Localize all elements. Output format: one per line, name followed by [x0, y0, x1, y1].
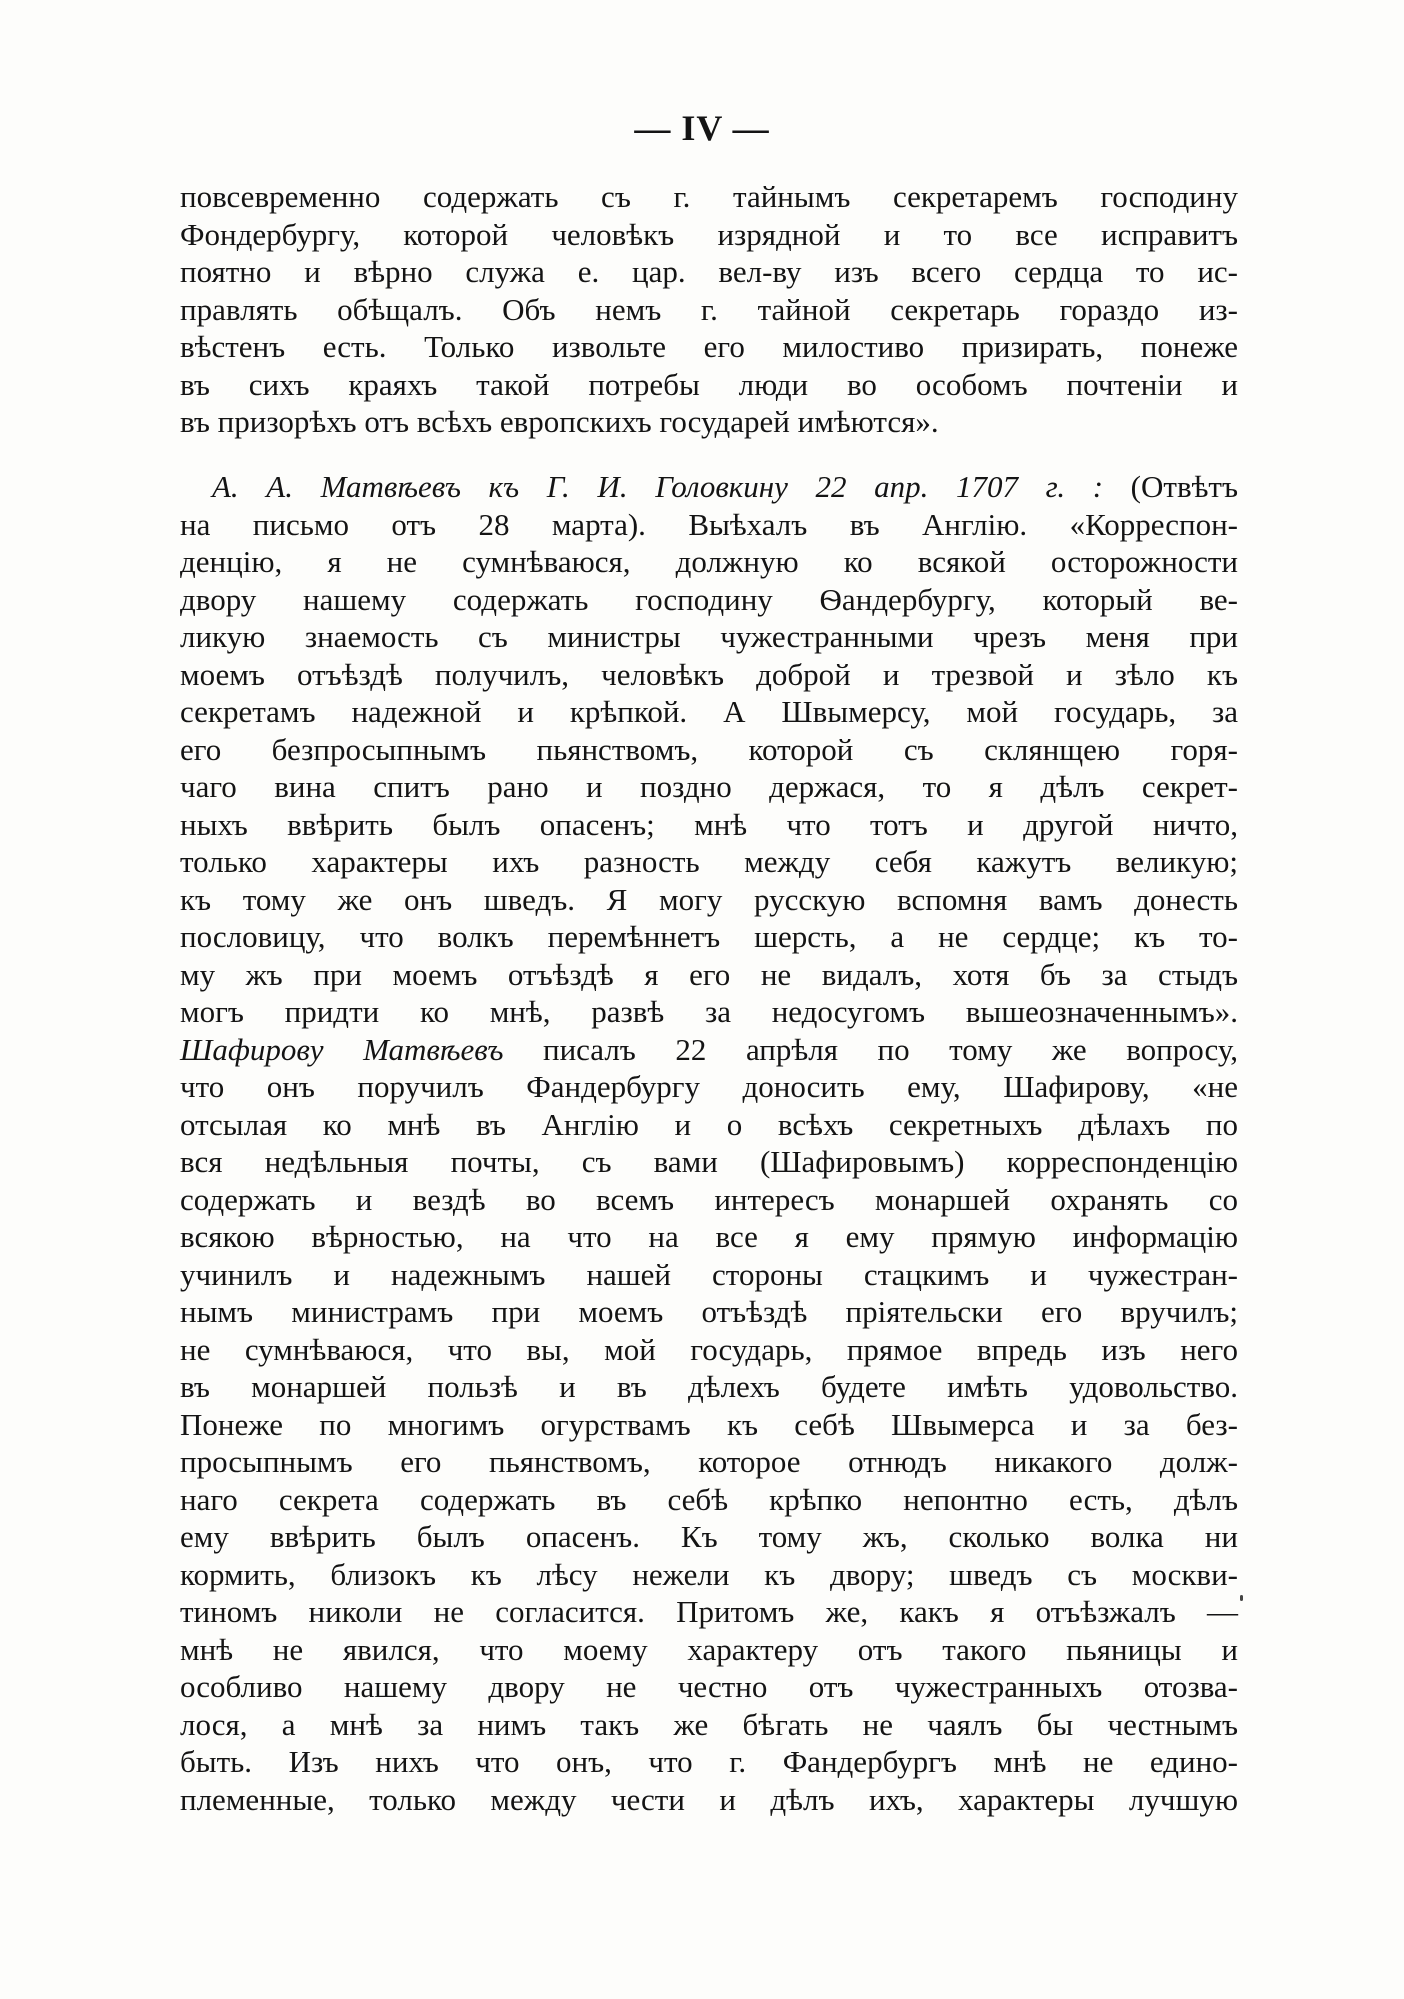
text-line: секретамъ надежной и крѣпкой. А Швымерсу, мой государь, за [180, 694, 1238, 729]
text-fragment: писалъ 22 апрѣля по тому же вопросу, [503, 1031, 1238, 1067]
text-fragment: (Отвѣтъ [1103, 469, 1238, 504]
text-line: Понеже по многимъ огурствамъ къ себѣ Швымерса и за без- [180, 1406, 1238, 1442]
text-line [180, 468, 1238, 506]
text-line: поятно и вѣрно служа е. цар. вел-ву изъ всего сердца то ис- [180, 254, 1238, 289]
text-line: нымъ министрамъ при моемъ отъѣздѣ пріятельски его вручилъ; [180, 1294, 1238, 1329]
text-line: чаго вина спитъ рано и поздно держася, то я дѣлъ секрет- [180, 769, 1238, 804]
text-line: Фондербургу, которой человѣкъ изрядной и то все исправитъ [180, 216, 1238, 252]
text-line: вся недѣльныя почты, съ вами (Шафировымъ) корреспонденцію [180, 1144, 1238, 1179]
text-line [180, 1031, 1238, 1069]
text-line: не сумнѣваюся, что вы, мой государь, прямое впредь изъ него [180, 1331, 1238, 1367]
text-line: только характеры ихъ разность между себя кажутъ великую; [180, 844, 1238, 879]
text-line: въ сихъ краяхъ такой потребы люди во особомъ почтеніи и [180, 366, 1238, 402]
text-line: тиномъ николи не согласится. Притомъ же, какъ я отъѣзжалъ — [180, 1594, 1238, 1629]
page-number-header: — IV — [634, 108, 770, 148]
text-line: просыпнымъ его пьянствомъ, которое отнюдъ никакого долж- [180, 1444, 1238, 1479]
text-line: двору нашему содержать господину Ѳандербургу, который ве- [180, 581, 1238, 617]
text-line: всякою вѣрностью, на что на все я ему прямую информацію [180, 1219, 1238, 1254]
text-line: наго секрета содержать въ себѣ крѣпко непонтно есть, дѣлъ [180, 1481, 1238, 1517]
text-line: племенные, только между чести и дѣлъ ихъ, характеры лучшую [180, 1781, 1238, 1817]
text-line: къ тому же онъ шведъ. Я могу русскую вспомня вамъ донесть [180, 881, 1238, 917]
paragraph-letter-matveev [180, 468, 1238, 1818]
text-line: му жъ при моемъ отъѣздѣ я его не видалъ, хотя бъ за стыдъ [180, 956, 1238, 992]
text-line: отсылая ко мнѣ въ Англію и о всѣхъ секретныхъ дѣлахъ по [180, 1106, 1238, 1142]
text-line: въ призорѣхъ отъ всѣхъ европскихъ государей имѣются». [180, 404, 939, 439]
text-line: его безпросыпнымъ пьянствомъ, которой съ склянщею горя- [180, 731, 1238, 767]
text-line: содержать и вездѣ во всемъ интересъ монаршей охранять со [180, 1181, 1238, 1217]
text-line: повсевременно содержать съ г. тайнымъ секретаремъ господину [180, 179, 1238, 214]
text-line: ликую знаемость съ министры чужестранными чрезъ меня при [180, 619, 1238, 654]
scan-speck [1240, 1595, 1243, 1601]
text-line: учинилъ и надежнымъ нашей стороны стацкимъ и чужестран- [180, 1256, 1238, 1292]
text-line: правлять обѣщалъ. Объ немъ г. тайной секретарь гораздо из- [180, 291, 1238, 327]
text-line: могъ придти ко мнѣ, развѣ за недосугомъ вышеозначеннымъ». [180, 994, 1238, 1029]
text-line: вѣстенъ есть. Только извольте его милостиво призирать, понеже [180, 329, 1238, 364]
text-line: мнѣ не явился, что моему характеру отъ такого пьяницы и [180, 1631, 1238, 1667]
text-line: моемъ отъѣздѣ получилъ, человѣкъ доброй и трезвой и зѣло къ [180, 656, 1238, 692]
paragraph-continuation [180, 178, 1238, 441]
text-line: денцію, я не сумнѣваюся, должную ко всякой осторожности [180, 544, 1238, 579]
italic-heading: Шафирову Матвѣевъ [180, 1031, 504, 1067]
italic-heading: А. А. Матвѣевъ къ Г. И. Головкину 22 апр. 1707 г. : [212, 469, 1104, 504]
text-line: на письмо отъ 28 марта). Выѣхалъ въ Англію. «Корреспон- [180, 506, 1238, 542]
text-line: ныхъ ввѣрить былъ опасенъ; мнѣ что тотъ и другой ничто, [180, 806, 1238, 842]
text-line: ему ввѣрить былъ опасенъ. Къ тому жъ, сколько волка ни [180, 1519, 1238, 1554]
text-line: въ монаршей пользѣ и въ дѣлехъ будете имѣть удовольство. [180, 1369, 1238, 1404]
text-line: особливо нашему двору не честно отъ чужестранныхъ отозва- [180, 1669, 1238, 1704]
text-line: что онъ поручилъ Фандербургу доносить ему, Шафирову, «не [180, 1069, 1238, 1104]
text-line: быть. Изъ нихъ что онъ, что г. Фандербургъ мнѣ не едино- [180, 1744, 1238, 1779]
text-line: кормить, близокъ къ лѣсу нежели къ двору; шведъ съ москви- [180, 1556, 1238, 1592]
text-line: пословицу, что волкъ перемѣннетъ шерсть, а не сердце; къ то- [180, 919, 1238, 954]
text-line: лося, а мнѣ за нимъ такъ же бѣгать не чаялъ бы честнымъ [180, 1706, 1238, 1742]
